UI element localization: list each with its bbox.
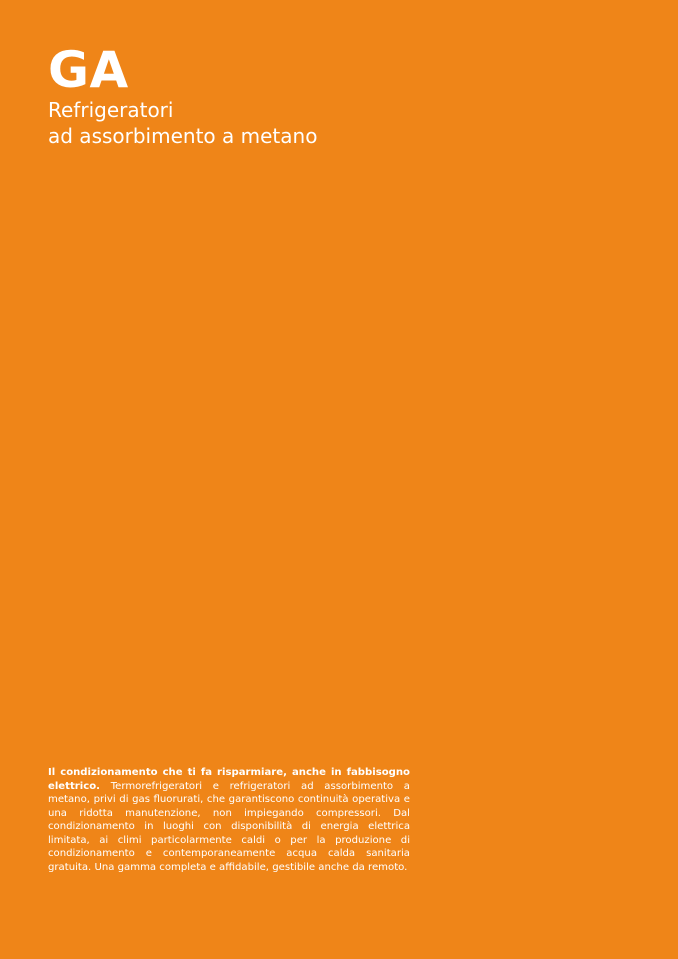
subtitle-line-2: ad assorbimento a metano <box>48 124 318 148</box>
description-lead: Il condizionamento che ti fa risparmiare, anche in fabbisogno elettrico. <box>48 767 410 792</box>
subtitle-line-1: Refrigeratori <box>48 98 174 122</box>
product-description <box>48 766 410 874</box>
description-body: Termorefrigeratori e refrigeratori ad assorbimento a metano, privi di gas fluorurati, che garantiscono continuità operativa e una ridotta manutenzione, non impiegando compressori. Dal condizionamento in luoghi con disponibilità di energia elettrica limitata, ai climi particolarmente caldi o per la produzione di condizionamento e contemporaneamente acqua calda sanitaria gratuita. Una gamma completa e affidabile, gestibile anche da remoto. <box>48 780 410 873</box>
page-subtitle <box>48 97 428 149</box>
page-title: GA <box>48 41 129 99</box>
